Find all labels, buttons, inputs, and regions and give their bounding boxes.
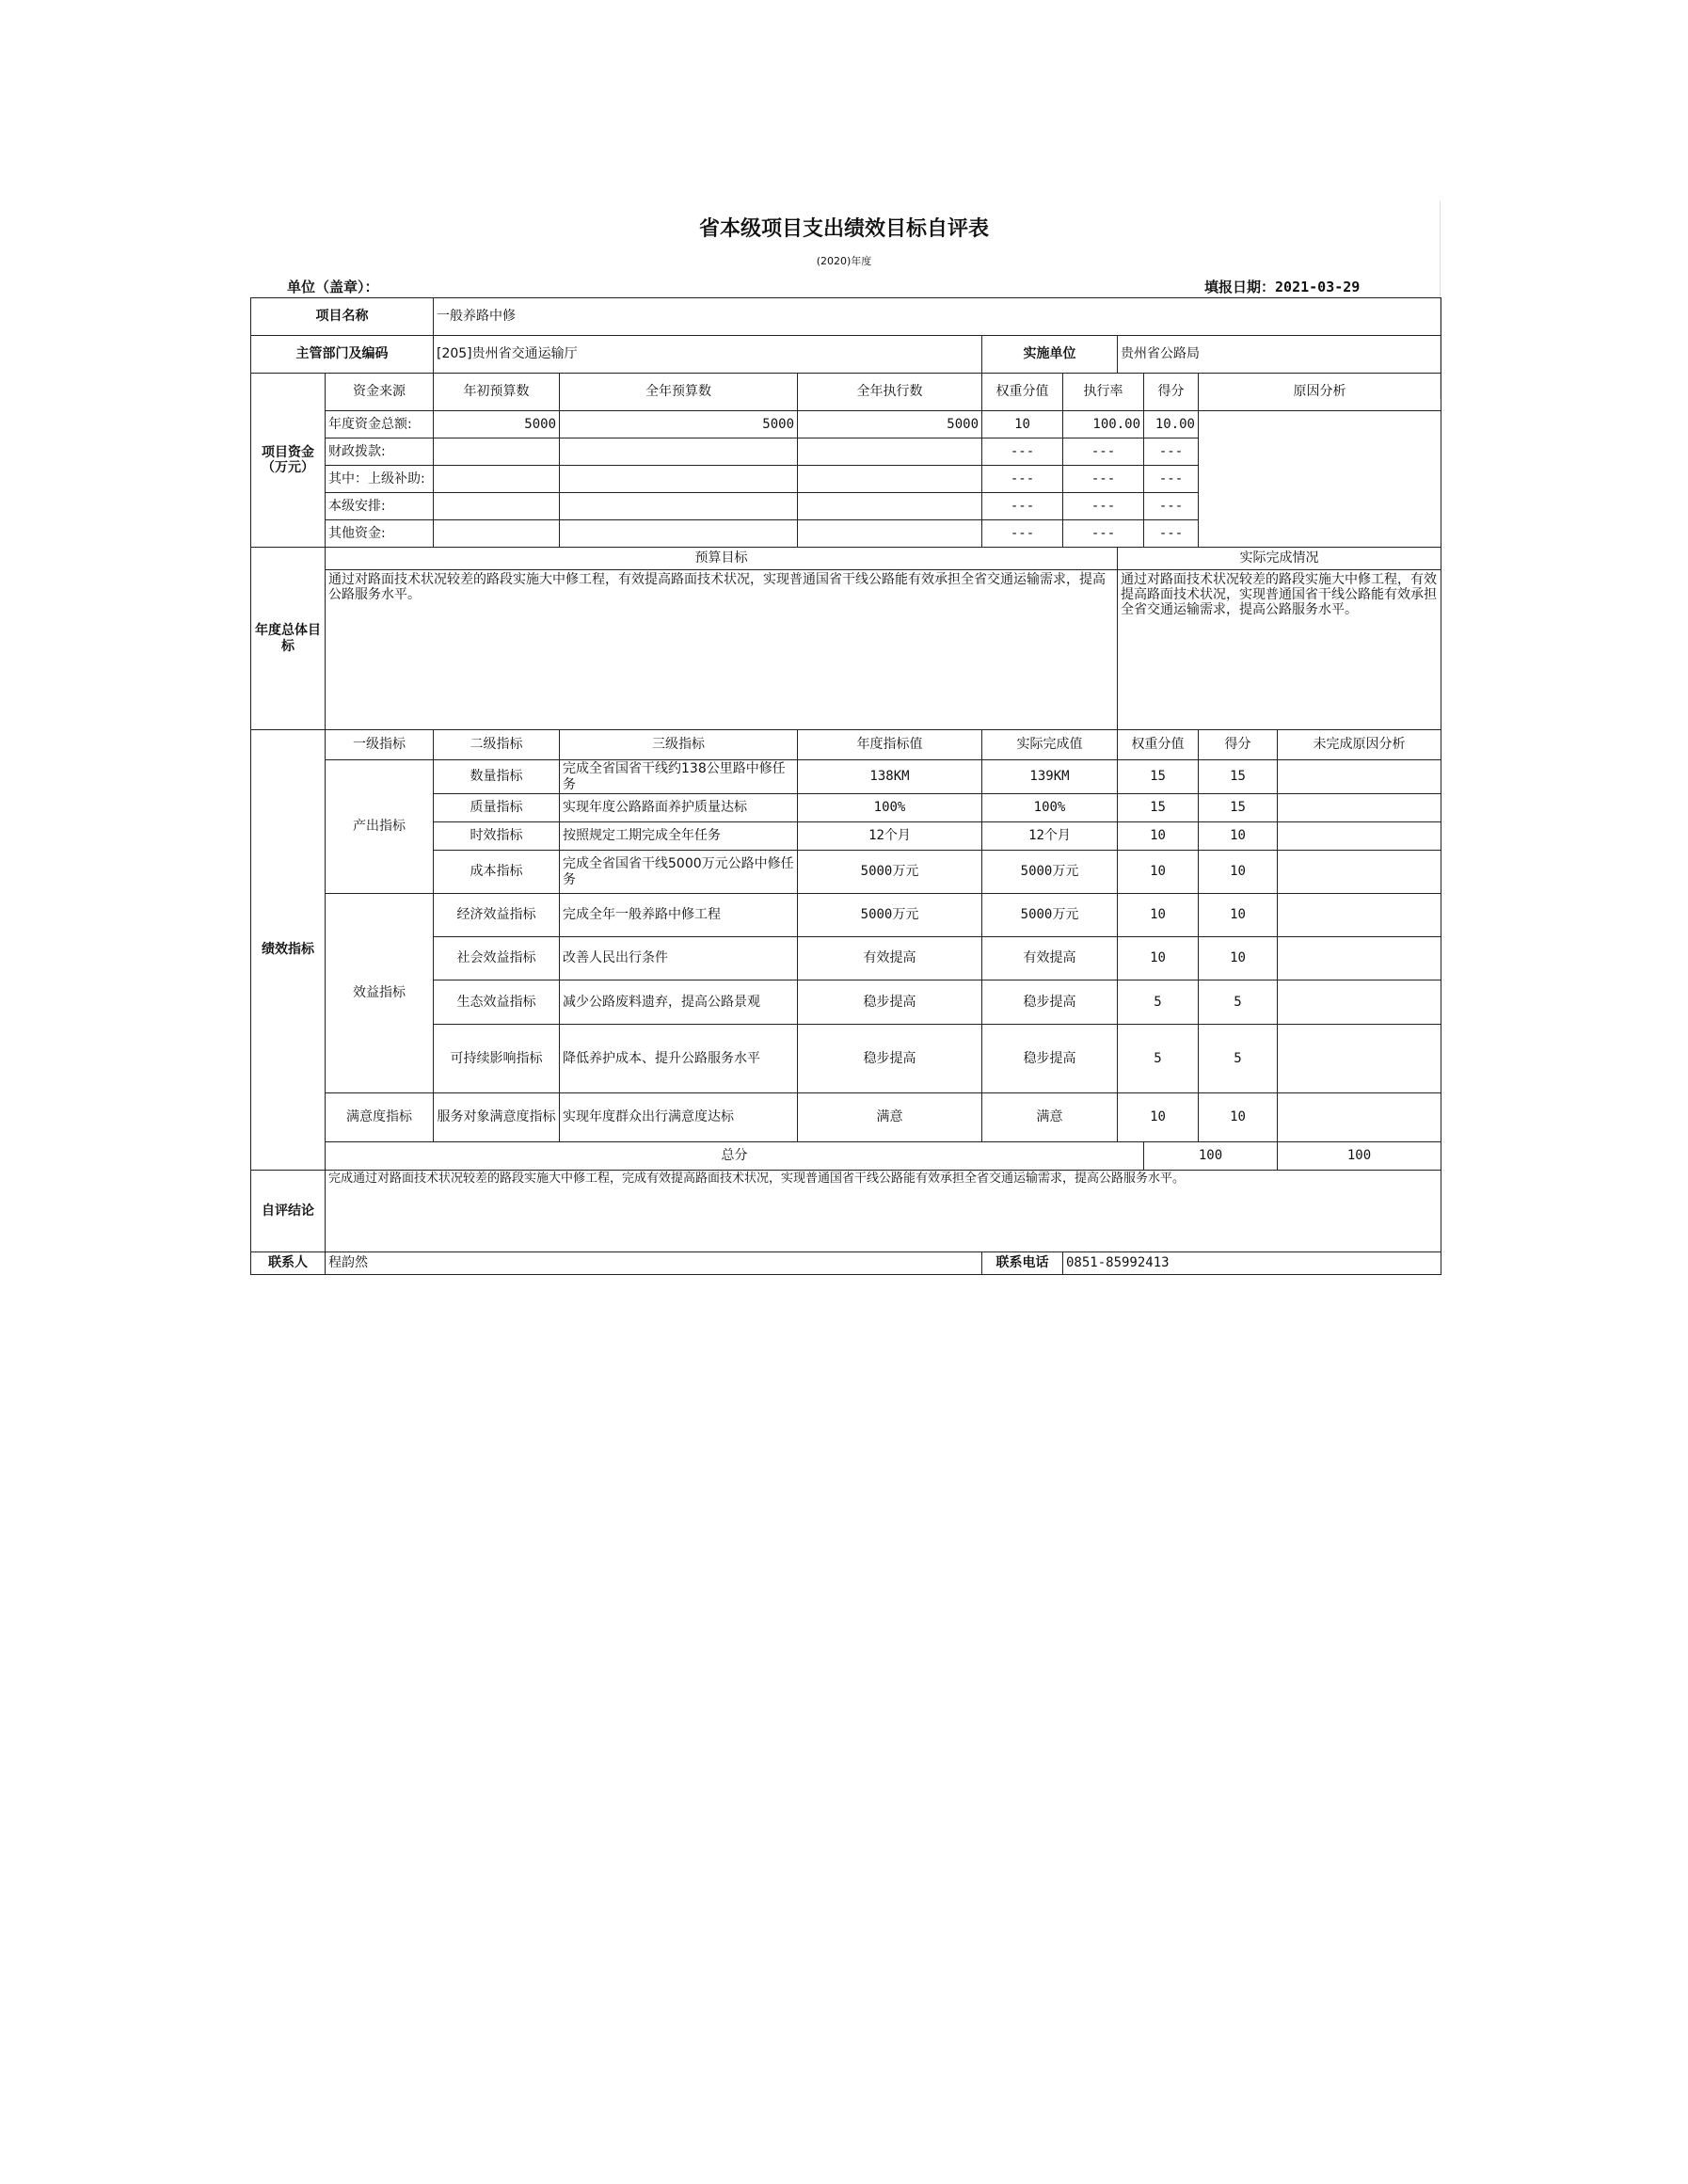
dept-label: 主管部门及编码 — [251, 336, 434, 374]
funds-row-weight: --- — [982, 493, 1063, 520]
level1-output: 产出指标 — [326, 760, 434, 894]
weight-value: 10 — [1118, 1093, 1199, 1142]
score-value: 10 — [1199, 937, 1278, 980]
funds-row-weight: --- — [982, 520, 1063, 548]
perf-header-actual: 实际完成值 — [982, 730, 1118, 760]
actual-value: 稳步提高 — [982, 980, 1118, 1025]
funds-header-initial: 年初预算数 — [434, 374, 560, 411]
perf-header-level3: 三级指标 — [560, 730, 798, 760]
reason-value — [1278, 894, 1441, 937]
level1-satisfaction: 满意度指标 — [326, 1093, 434, 1142]
impl-unit-label: 实施单位 — [982, 336, 1118, 374]
score-value: 5 — [1199, 980, 1278, 1025]
level3-label: 完成全年一般养路中修工程 — [560, 894, 798, 937]
level3-label: 改善人民出行条件 — [560, 937, 798, 980]
score-value: 10 — [1199, 1093, 1278, 1142]
funds-row-score: --- — [1144, 438, 1199, 466]
funds-row-executed: 5000 — [798, 411, 982, 438]
actual-value: 有效提高 — [982, 937, 1118, 980]
level3-label: 减少公路废料遗弃，提高公路景观 — [560, 980, 798, 1025]
funds-reason-cell — [1199, 411, 1441, 548]
funds-row-score: --- — [1144, 520, 1199, 548]
budget-goal-text: 通过对路面技术状况较差的路段实施大中修工程，有效提高路面技术状况，实现普通国省干线公路能有效承担全省交通运输需求，提高公路服务水平。 — [326, 570, 1118, 730]
reason-value — [1278, 980, 1441, 1025]
funds-row-rate: --- — [1063, 466, 1144, 493]
level3-label: 按照规定工期完成全年任务 — [560, 822, 798, 851]
funds-section-label: 项目资金（万元） — [251, 374, 326, 548]
performance-section-label: 绩效指标 — [251, 730, 326, 1171]
report-date — [1204, 277, 1360, 296]
actual-value: 139KM — [982, 760, 1118, 794]
project-name-value: 一般养路中修 — [434, 298, 1441, 336]
funds-row-annual — [560, 493, 798, 520]
actual-completion-text: 通过对路面技术状况较差的路段实施大中修工程，有效提高路面技术状况，实现普通国省干线公路能有效承担全省交通运输需求，提高公路服务水平。 — [1118, 570, 1441, 730]
level3-label: 完成全省国省干线约138公里路中修任务 — [560, 760, 798, 794]
reason-value — [1278, 822, 1441, 851]
level2-label: 经济效益指标 — [434, 894, 560, 937]
actual-value: 100% — [982, 794, 1118, 822]
level1-benefit: 效益指标 — [326, 894, 434, 1093]
weight-value: 5 — [1118, 1025, 1199, 1093]
funds-row-rate: --- — [1063, 493, 1144, 520]
goals-section-label: 年度总体目标 — [251, 548, 326, 730]
target-value: 稳步提高 — [798, 980, 982, 1025]
level2-label: 数量指标 — [434, 760, 560, 794]
reason-value — [1278, 1025, 1441, 1093]
perf-header-level2: 二级指标 — [434, 730, 560, 760]
unit-label: 单位（盖章）： — [287, 279, 379, 295]
contact-label: 联系人 — [251, 1252, 326, 1275]
level2-label: 时效指标 — [434, 822, 560, 851]
funds-row-initial — [434, 438, 560, 466]
actual-value: 5000万元 — [982, 894, 1118, 937]
actual-value: 12个月 — [982, 822, 1118, 851]
actual-completion-header: 实际完成情况 — [1118, 548, 1441, 570]
funds-row-rate: --- — [1063, 438, 1144, 466]
level3-label: 降低养护成本、提升公路服务水平 — [560, 1025, 798, 1093]
level2-label: 生态效益指标 — [434, 980, 560, 1025]
target-value: 5000万元 — [798, 894, 982, 937]
perf-header-reason: 未完成原因分析 — [1278, 730, 1441, 760]
weight-value: 10 — [1118, 851, 1199, 894]
funds-row-score: --- — [1144, 466, 1199, 493]
reason-value — [1278, 794, 1441, 822]
actual-value: 5000万元 — [982, 851, 1118, 894]
reason-value — [1278, 1093, 1441, 1142]
funds-row-weight: --- — [982, 438, 1063, 466]
date-value: 2021-03-29 — [1275, 279, 1361, 295]
project-name-label: 项目名称 — [251, 298, 434, 336]
reason-value — [1278, 851, 1441, 894]
score-value: 10 — [1199, 894, 1278, 937]
level3-label: 实现年度群众出行满意度达标 — [560, 1093, 798, 1142]
actual-value: 稳步提高 — [982, 1025, 1118, 1093]
target-value: 有效提高 — [798, 937, 982, 980]
funds-row-source: 年度资金总额: — [326, 411, 434, 438]
phone-value: 0851-85992413 — [1063, 1252, 1441, 1275]
funds-row-executed — [798, 466, 982, 493]
funds-row-source: 本级安排: — [326, 493, 434, 520]
weight-value: 10 — [1118, 822, 1199, 851]
target-value: 5000万元 — [798, 851, 982, 894]
funds-header-source: 资金来源 — [326, 374, 434, 411]
funds-row-executed — [798, 438, 982, 466]
funds-row-score: 10.00 — [1144, 411, 1199, 438]
target-value: 100% — [798, 794, 982, 822]
perf-header-weight: 权重分值 — [1118, 730, 1199, 760]
funds-row-initial — [434, 466, 560, 493]
self-evaluation-table — [250, 297, 1441, 1275]
weight-value: 10 — [1118, 894, 1199, 937]
date-label: 填报日期： — [1204, 279, 1276, 295]
funds-header-weight: 权重分值 — [982, 374, 1063, 411]
conclusion-text: 完成通过对路面技术状况较差的路段实施大中修工程，完成有效提高路面技术状况，实现普通国省干线公路能有效承担全省交通运输需求，提高公路服务水平。 — [326, 1171, 1441, 1252]
score-value: 10 — [1199, 851, 1278, 894]
budget-goal-header: 预算目标 — [326, 548, 1118, 570]
weight-value: 10 — [1118, 937, 1199, 980]
funds-header-executed: 全年执行数 — [798, 374, 982, 411]
funds-row-executed — [798, 493, 982, 520]
funds-row-weight: --- — [982, 466, 1063, 493]
funds-row-executed — [798, 520, 982, 548]
perf-header-target: 年度指标值 — [798, 730, 982, 760]
perf-header-score: 得分 — [1199, 730, 1278, 760]
funds-row-rate: 100.00 — [1063, 411, 1144, 438]
level2-label: 社会效益指标 — [434, 937, 560, 980]
phone-label: 联系电话 — [982, 1252, 1063, 1275]
year-line: (2020)年度 — [816, 255, 872, 267]
target-value: 138KM — [798, 760, 982, 794]
perf-header-level1: 一级指标 — [326, 730, 434, 760]
total-weight: 100 — [1144, 1142, 1278, 1171]
target-value: 满意 — [798, 1093, 982, 1142]
level2-label: 服务对象满意度指标 — [434, 1093, 560, 1142]
funds-row-source: 财政拨款: — [326, 438, 434, 466]
total-score: 100 — [1278, 1142, 1441, 1171]
impl-unit-value: 贵州省公路局 — [1118, 336, 1441, 374]
dept-value: [205]贵州省交通运输厅 — [434, 336, 982, 374]
weight-value: 15 — [1118, 794, 1199, 822]
funds-row-source: 其中：上级补助: — [326, 466, 434, 493]
weight-value: 5 — [1118, 980, 1199, 1025]
funds-row-annual — [560, 438, 798, 466]
funds-row-source: 其他资金: — [326, 520, 434, 548]
target-value: 稳步提高 — [798, 1025, 982, 1093]
score-value: 15 — [1199, 760, 1278, 794]
form-title: 省本级项目支出绩效目标自评表 — [698, 216, 989, 241]
funds-header-reason: 原因分析 — [1199, 374, 1441, 411]
target-value: 12个月 — [798, 822, 982, 851]
funds-header-score: 得分 — [1144, 374, 1199, 411]
funds-header-rate: 执行率 — [1063, 374, 1144, 411]
score-value: 15 — [1199, 794, 1278, 822]
weight-value: 15 — [1118, 760, 1199, 794]
level3-label: 完成全省国省干线5000万元公路中修任务 — [560, 851, 798, 894]
conclusion-label: 自评结论 — [251, 1171, 326, 1252]
reason-value — [1278, 760, 1441, 794]
contact-name: 程韵然 — [326, 1252, 982, 1275]
funds-row-initial — [434, 520, 560, 548]
reason-value — [1278, 937, 1441, 980]
level2-label: 成本指标 — [434, 851, 560, 894]
level2-label: 可持续影响指标 — [434, 1025, 560, 1093]
funds-header-annual: 全年预算数 — [560, 374, 798, 411]
funds-row-annual — [560, 520, 798, 548]
funds-row-annual — [560, 466, 798, 493]
actual-value: 满意 — [982, 1093, 1118, 1142]
total-label: 总分 — [326, 1142, 1144, 1171]
funds-row-weight: 10 — [982, 411, 1063, 438]
funds-row-initial: 5000 — [434, 411, 560, 438]
funds-row-rate: --- — [1063, 520, 1144, 548]
level2-label: 质量指标 — [434, 794, 560, 822]
funds-row-initial — [434, 493, 560, 520]
score-value: 10 — [1199, 822, 1278, 851]
funds-row-score: --- — [1144, 493, 1199, 520]
score-value: 5 — [1199, 1025, 1278, 1093]
funds-row-annual: 5000 — [560, 411, 798, 438]
level3-label: 实现年度公路路面养护质量达标 — [560, 794, 798, 822]
